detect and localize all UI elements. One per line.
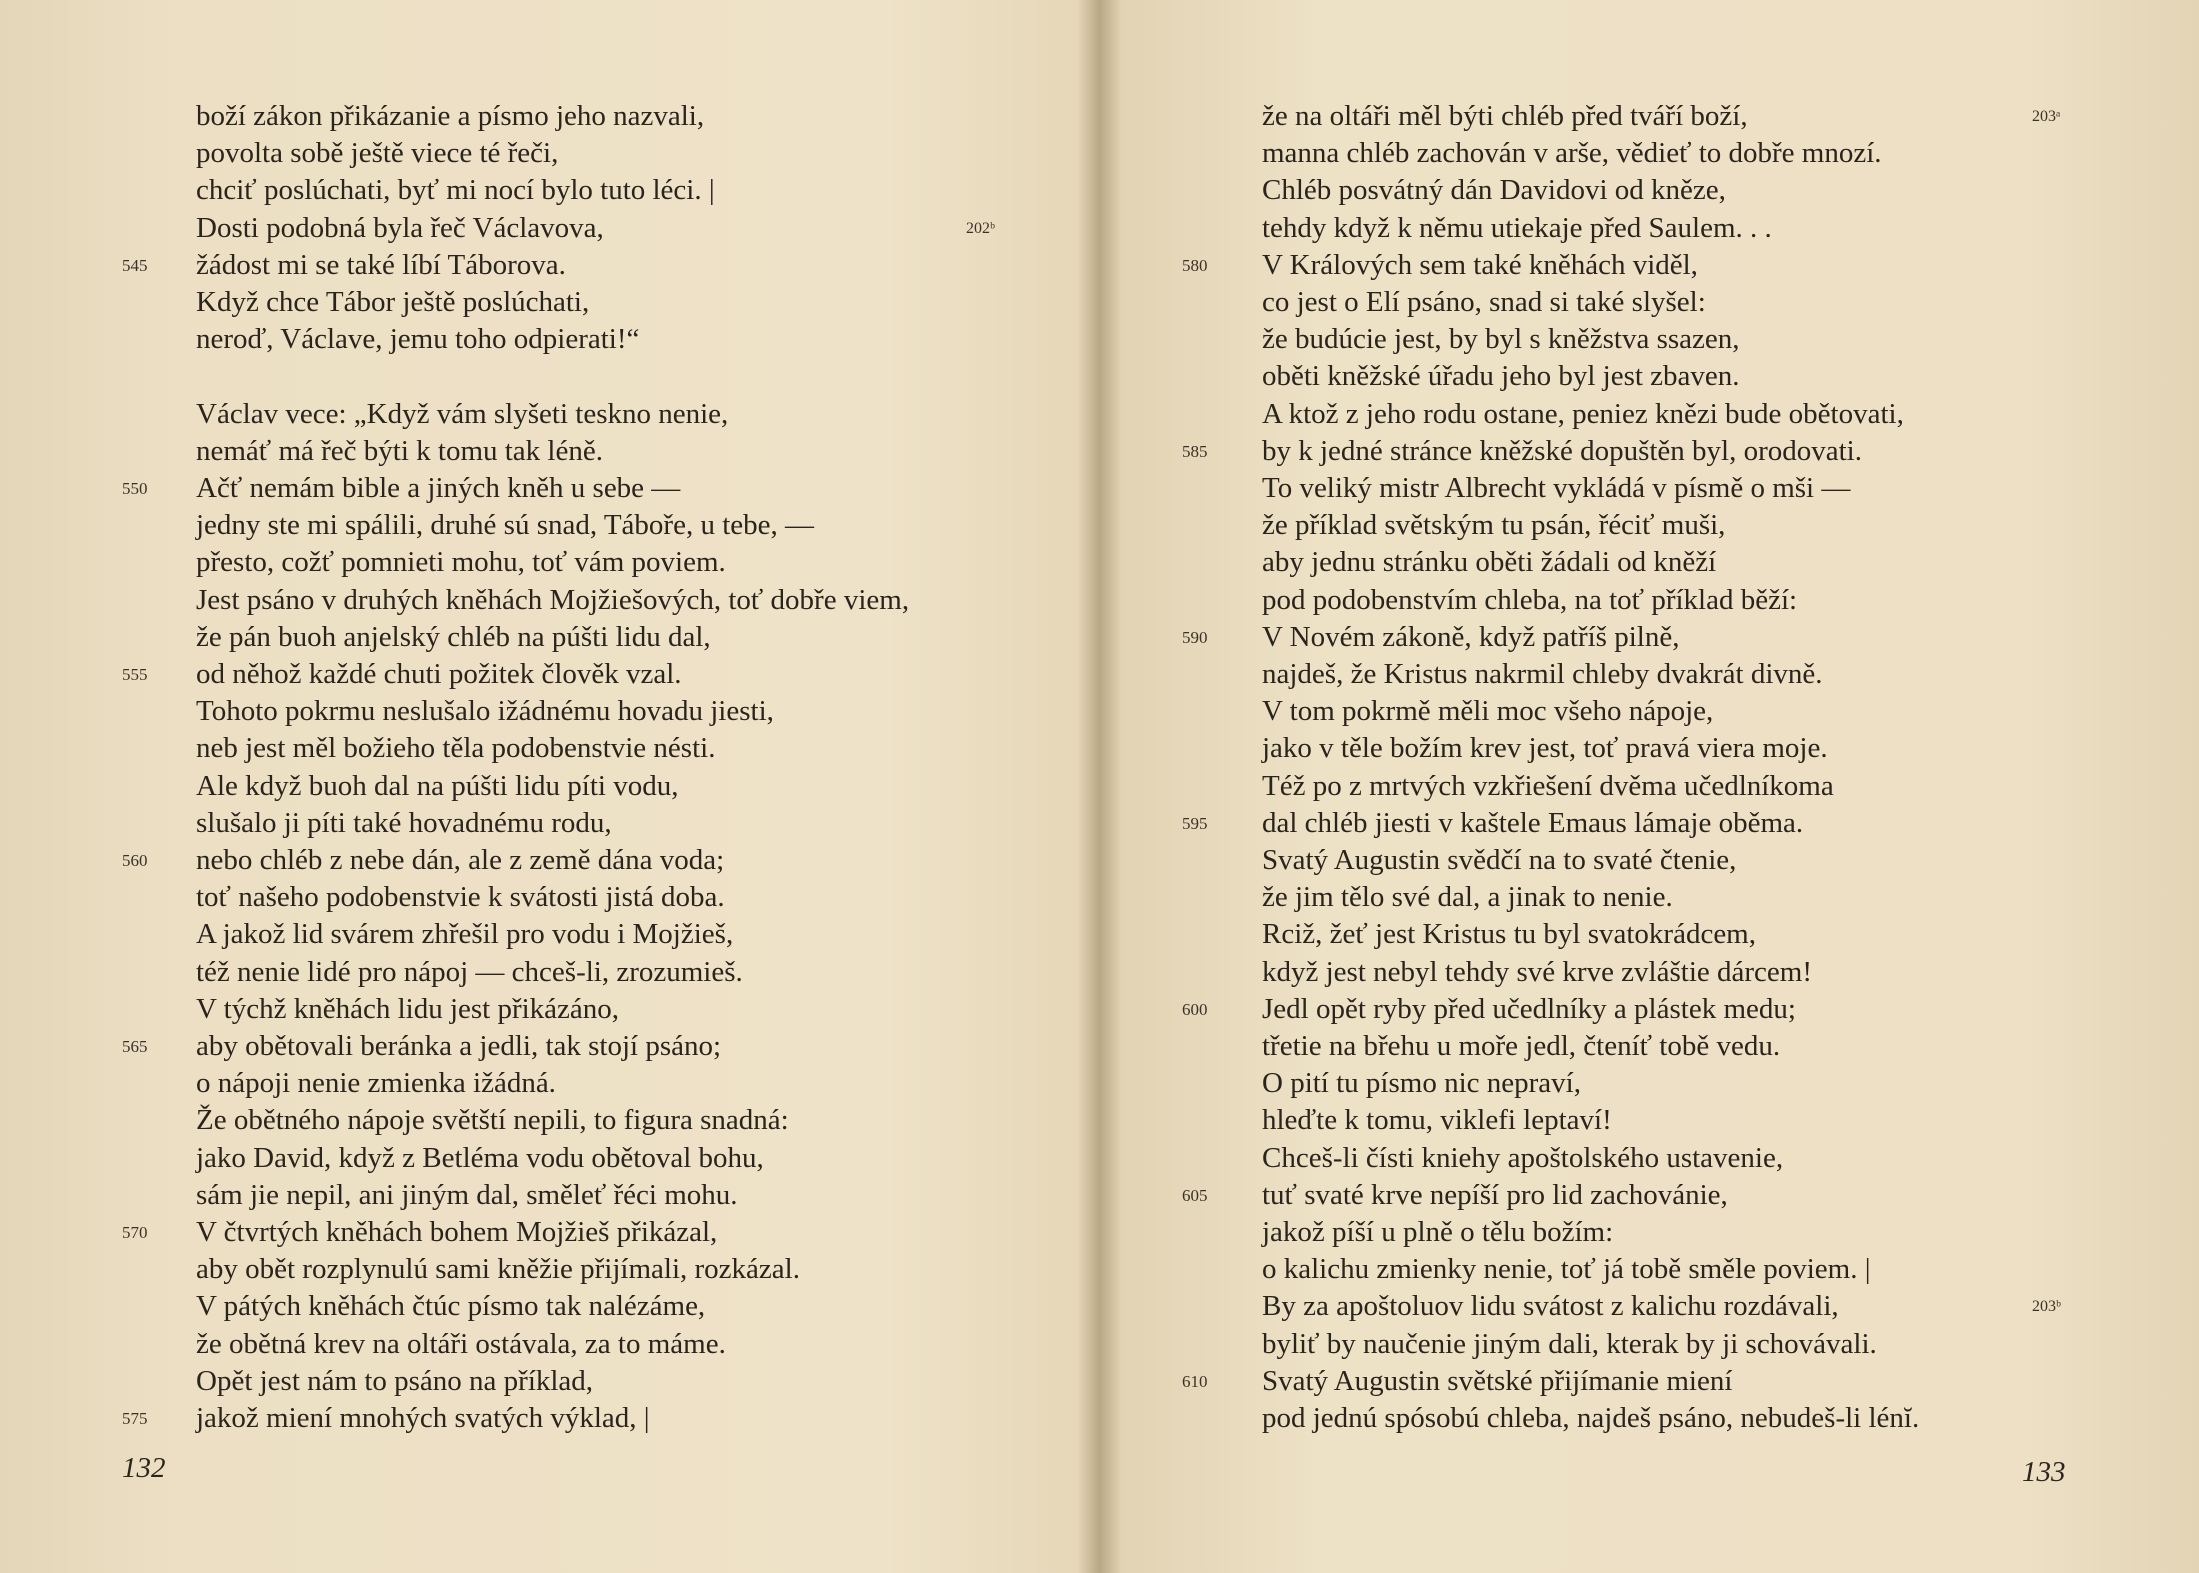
verse-line: sám jie nepil, ani jiným dal, směleť řéci mohu. [196,1178,738,1211]
verse-line: jako v těle božím krev jest, toť pravá viera moje. [1262,732,1828,765]
line-number: 550 [122,479,148,498]
line-number: 580 [1182,255,1208,275]
verse-line: byliť by naučenie jiným dali, kterak by ji schovávali. [1262,1327,1877,1360]
line-number: 575 [122,1409,148,1428]
verse-line: Dosti podobná byla řeč Václavova, [196,211,604,244]
line-number: 605 [1182,1185,1208,1205]
verse-line: tehdy když k němu utiekaje před Saulem. . . [1262,211,1772,244]
verse-line: aby jednu stránku oběti žádali od kněží [1262,546,1717,579]
verse-line: že na oltáři měl býti chléb před tváří boží, [1262,100,1748,132]
verse-line: jedny ste mi spálili, druhé sú snad, Táboře, u tebe, — [196,509,815,542]
verse-line: Chléb posvátný dán Davidovi od kněze, [1262,174,1726,207]
verse-line: aby obětovali beránka a jedli, tak stojí psáno; [196,1030,722,1062]
verse-line: když jest nebyl tehdy své krve zvláštie dárcem! [1262,955,1812,988]
verse-line: Svatý Augustin svědčí na to svaté čtenie, [1262,844,1737,876]
right-page-number: 133 [2022,1456,2066,1488]
line-number: 560 [122,851,148,870]
verse-line: Ačť nemám bible a jiných kněh u sebe — [196,472,681,504]
folio-marker: 203ᵇ [2032,1298,2061,1316]
verse-line: V tom pokrmě měli moc všeho nápoje, [1262,695,1714,728]
verse-line: jakož miení mnohých svatých výklad, | [196,1402,650,1434]
verse-line: pod podobenstvím chleba, na toť příklad běží: [1262,583,1798,616]
verse-line: Tohoto pokrmu neslušalo ižádnému hovadu jiesti, [196,695,774,728]
verse-line: toť našeho podobenstvie k svátosti jistá doba. [196,881,725,914]
verse-line: slušalo ji píti také hovadnému rodu, [196,806,612,839]
verse-line: žádost mi se také líbí Táborova. [196,248,566,281]
folio-marker: 203ᵃ [2032,108,2061,125]
verse-line: Chceš-li čísti kniehy apoštolského ustavenie, [1262,1141,1784,1174]
verse-line: Jest psáno v druhých kněhách Mojžiešových, toť dobře viem, [196,583,910,616]
verse-line: Též po z mrtvých vzkřiešení dvěma učedlníkoma [1262,769,1834,802]
folio-marker: 202ᵇ [966,219,995,237]
verse-line: dal chléb jiesti v kaštele Emaus lámaje oběma. [1262,806,1804,839]
verse-line: A jakož lid svárem zhřešil pro vodu i Mojžieš, [196,918,734,951]
verse-line: že budúcie jest, by byl s kněžstva ssazen, [1262,323,1740,356]
verse-line: neroď, Václave, jemu toho odpierati!“ [196,323,640,356]
verse-line: oběti kněžské úřadu jeho byl jest zbaven. [1262,360,1740,393]
verse-line: V čtvrtých kněhách bohem Mojžieš přikázal, [196,1216,718,1248]
verse-line: Opět jest nám to psáno na příklad, [196,1364,594,1397]
line-number: 545 [122,255,148,275]
verse-line: Jedl opět ryby před učedlníky a plástek medu; [1262,992,1796,1025]
verse-line: o kalichu zmienky nenie, toť já tobě směle poviem. | [1262,1253,1871,1286]
verse-line: V Novém zákoně, když patříš pilně, [1262,620,1680,653]
line-number: 570 [122,1223,148,1242]
line-number: 600 [1182,999,1208,1019]
verse-line: V pátých kněhách čtúc písmo tak nalézáme, [196,1290,706,1323]
verse-line: najdeš, že Kristus nakrmil chleby dvakrát divně. [1262,658,1823,690]
verse-line: by k jedné stránce kněžské dopuštěn byl, orodovati. [1262,434,1862,467]
verse-line: V týchž kněhách lidu jest přikázáno, [196,992,620,1025]
verse-line: Svatý Augustin světské přijímanie miení [1262,1364,1733,1397]
verse-line: o nápoji nenie zmienka ižádná. [196,1067,556,1100]
verse-line: boží zákon přikázanie a písmo jeho nazvali, [196,100,705,132]
verse-line: že příklad světským tu psán, řéciť muši, [1262,509,1726,542]
verse-line: A ktož z jeho rodu ostane, peniez knězi bude obětovati, [1262,397,1904,430]
verse-line: od něhož každé chuti požitek člověk vzal. [196,658,682,690]
verse-line: Václav vece: „Když vám slyšeti teskno nenie, [196,397,729,430]
verse-line: chciť poslúchati, byť mi nocí bylo tuto léci. | [196,174,715,207]
verse-line: přesto, cožť pomnieti mohu, toť vám poviem. [196,546,726,579]
verse-line: nemáť má řeč býti k tomu tak léně. [196,434,603,467]
verse-line: To veliký mistr Albrecht vykládá v písmě o mši — [1262,472,1851,504]
line-number: 610 [1182,1371,1208,1391]
verse-line: co jest o Elí psáno, snad si také slyšel: [1262,286,1706,318]
line-number: 590 [1182,627,1208,647]
verse-line: že obětná krev na oltáři ostávala, za to máme. [196,1327,726,1360]
verse-line: Ale když buoh dal na púšti lidu píti vodu, [196,769,679,802]
verse-line: povolta sobě ještě viece té řeči, [196,137,559,170]
line-number: 585 [1182,441,1208,461]
line-number: 555 [122,665,148,684]
verse-line: neb jest měl božieho těla podobenstvie nésti. [196,732,716,765]
verse-line: aby obět rozplynulú sami kněžie přijímali, rozkázal. [196,1253,800,1286]
verse-line: manna chléb zachován v arše, vědieť to dobře mnozí. [1262,137,1882,170]
verse-line: pod jednú spósobú chleba, najdeš psáno, nebudeš-li lénĭ. [1262,1402,1920,1434]
verse-line: jako David, když z Betléma vodu obětoval bohu, [196,1141,764,1174]
verse-line: V Králových sem také kněhách viděl, [1262,248,1698,281]
verse-line: Rciž, žeť jest Kristus tu byl svatokrádcem, [1262,918,1756,951]
right-page [1090,0,2199,1573]
verse-line: též nenie lidé pro nápoj — chceš-li, zrozumieš. [196,955,743,988]
left-page [0,0,1090,1573]
verse-line: By za apoštoluov lidu svátost z kalichu rozdávali, [1262,1290,1839,1323]
verse-line: třetie na břehu u moře jedl, čteníť tobě vedu. [1262,1030,1781,1062]
verse-line: hleďte k tomu, viklefi leptaví! [1262,1104,1612,1137]
verse-line: Že obětného nápoje světští nepili, to figura snadná: [196,1104,789,1137]
line-number: 565 [122,1037,148,1056]
verse-line: O pití tu písmo nic nepraví, [1262,1067,1581,1100]
verse-line: že jim tělo své dal, a jinak to nenie. [1262,881,1673,914]
verse-line: Když chce Tábor ještě poslúchati, [196,286,590,318]
verse-line: jakož píší u plně o tělu božím: [1262,1216,1614,1248]
verse-line: tuť svaté krve nepíší pro lid zachovánie, [1262,1178,1728,1211]
verse-line: že pán buoh anjelský chléb na púšti lidu dal, [196,620,711,653]
left-page-number: 132 [122,1452,166,1484]
line-number: 595 [1182,813,1208,833]
verse-line: nebo chléb z nebe dán, ale z země dána voda; [196,844,725,876]
